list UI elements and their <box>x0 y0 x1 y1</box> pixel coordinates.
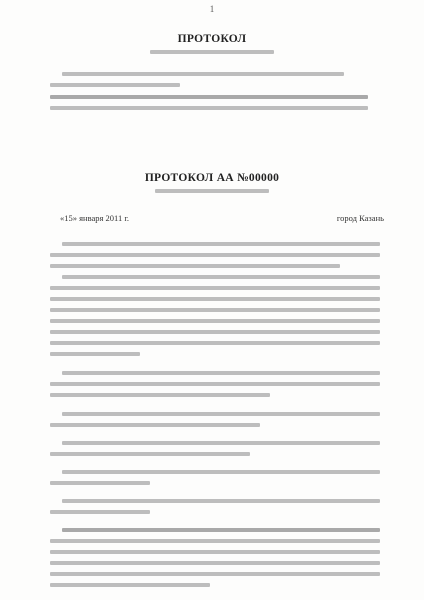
list-item-line <box>50 510 150 514</box>
body-text-line <box>50 286 380 290</box>
body-text-line <box>62 412 380 416</box>
body-text-line <box>50 382 380 386</box>
body-text-line <box>50 452 250 456</box>
body-text-line <box>62 275 380 279</box>
body-text-line <box>50 583 210 587</box>
body-text-line <box>50 264 340 268</box>
body-text-line <box>50 561 380 565</box>
body-text-line <box>50 393 270 397</box>
body-text-line <box>62 441 380 445</box>
list-item-line <box>50 481 150 485</box>
protocol-city: город Казань <box>336 213 384 223</box>
header-text-line <box>50 95 368 99</box>
body-text-line <box>50 572 380 576</box>
body-text-line <box>62 371 380 375</box>
body-text-line <box>50 319 380 323</box>
body-text-line <box>50 341 380 345</box>
header-text-line <box>50 106 368 110</box>
protocol-number-title: ПРОТОКОЛ АА №00000 <box>144 172 280 184</box>
header-text-line <box>50 83 180 87</box>
list-item-line <box>62 470 380 474</box>
list-item-line <box>62 499 380 503</box>
body-text-line <box>50 539 380 543</box>
subtitle-line <box>150 50 274 54</box>
protocol-title: ПРОТОКОЛ <box>177 33 247 45</box>
body-text-line <box>50 423 260 427</box>
protocol-date: «15» января 2011 г. <box>60 213 130 223</box>
body-text-line <box>50 550 380 554</box>
header-text-line <box>62 72 344 76</box>
page-number: 1 <box>209 4 215 14</box>
body-text-line <box>50 253 380 257</box>
subtitle-line <box>155 189 269 193</box>
body-text-line <box>50 308 380 312</box>
body-text-line <box>62 242 380 246</box>
body-text-line <box>50 330 380 334</box>
body-text-line <box>62 528 380 532</box>
body-text-line <box>50 297 380 301</box>
body-text-line <box>50 352 140 356</box>
